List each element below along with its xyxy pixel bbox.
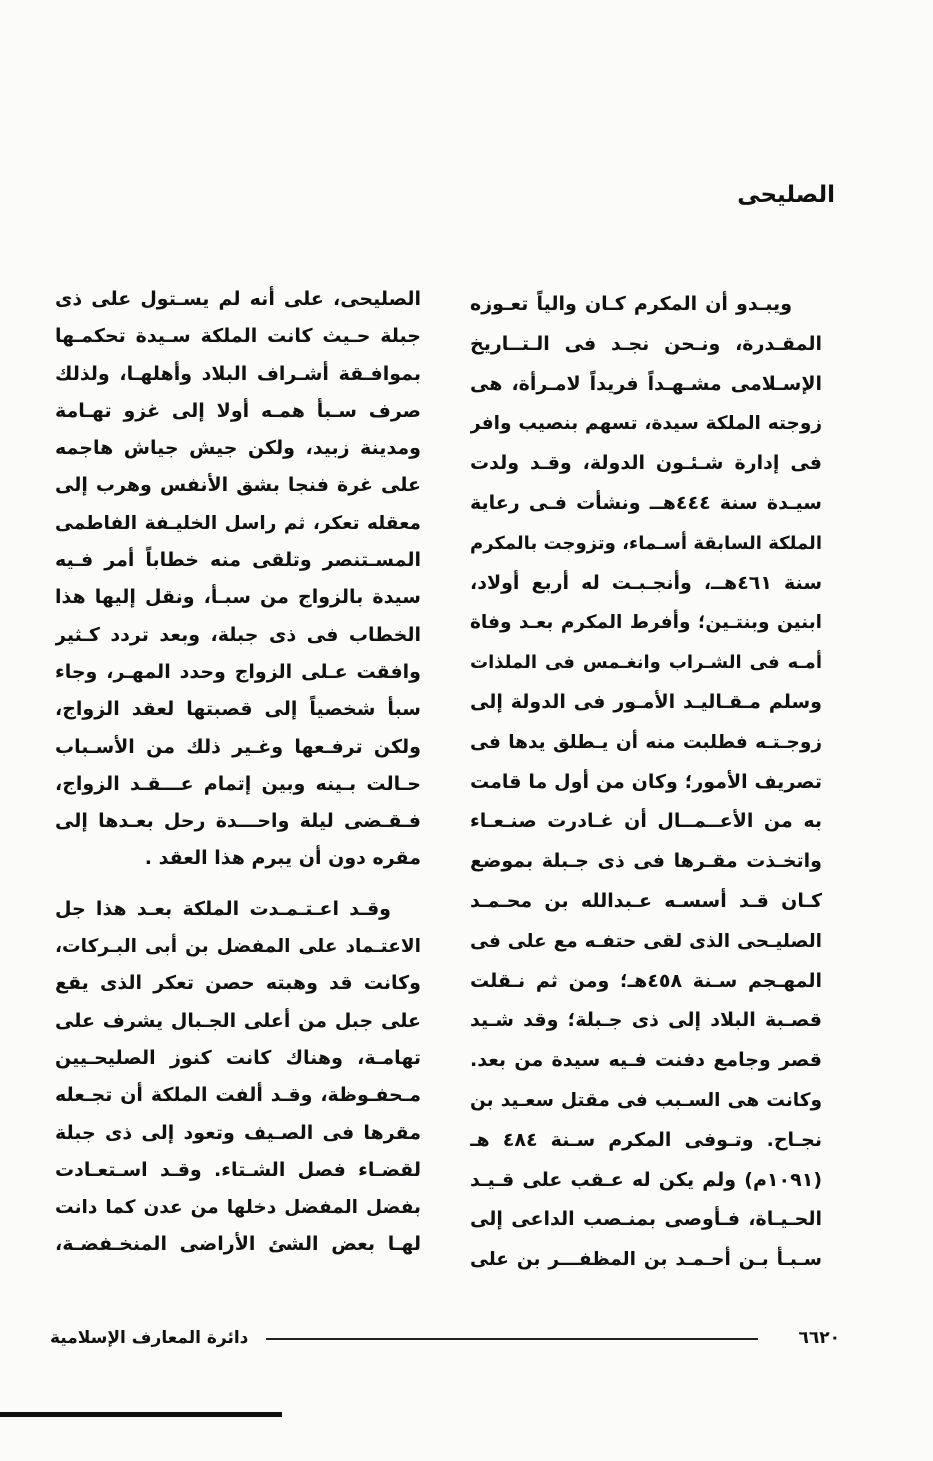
- text-line: سيـدة سنة ٤٤٤هــ ونشأت فـى رعاية: [470, 491, 822, 514]
- footer-divider: [266, 1338, 758, 1340]
- text-line: واتخـذت مقـرها فى ذى جـبلة بموضع: [470, 850, 822, 873]
- text-line: ويبـدو أن المكرم كـان والياً تعـوزه: [470, 293, 792, 315]
- text-line: وسلم مـقـاليـد الأمـور فى الدولة إلى: [470, 690, 822, 713]
- text-line: الصليـحى الذى لقى حتفـه مع على فى: [470, 930, 822, 952]
- text-line: لهـا بعض الشئ الأراضى المنخـفضـة،: [55, 1233, 421, 1256]
- text-line: الخطاب فى ذى جبلة، وبعد تردد كـثير: [55, 623, 421, 646]
- text-line: الحـيـاة، فـأوصى بمنـصب الداعى إلى: [470, 1208, 822, 1231]
- text-line: سيدة بالزواج من سبـأ، ونقل إليها هذا: [55, 586, 421, 609]
- text-line: بفضل المفضل دخلها من عدن كما دانت: [55, 1197, 421, 1219]
- text-line: نجـاح. وتـوفى المكرم سـنة ٤٨٤ هـ: [470, 1128, 822, 1151]
- paragraph: [55, 281, 421, 878]
- text-line: حـالت بـينه وبين إتمام عـــقـد الزواج،: [55, 772, 421, 795]
- text-line: على جبل من أعلى الجـبال يشرف على: [55, 1009, 421, 1032]
- text-line: ولكن ترفـعها وغـير ذلك من الأسـباب: [55, 735, 421, 758]
- text-line: سـبـأ بـن أحـمـد بن المظفـــر بن على: [470, 1249, 822, 1271]
- text-line: لقضـاء فصل الشـتاء. وقـد اسـتعـادت: [55, 1158, 421, 1181]
- text-line: تصريف الأمور؛ وكان من أول ما قامت: [470, 770, 822, 793]
- text-line: به من الأعــمــال أن غـادرت صنـعـاء: [470, 810, 822, 833]
- text-line: أمـه فى الشـراب وانغـمس فى الملذات: [470, 652, 822, 674]
- text-line: جبلة حـيث كانت الملكة سـيدة تحكمـها: [55, 325, 421, 348]
- text-line: زوجـتـه فطلبت منه أن يـطلق يدها فى: [470, 731, 822, 753]
- text-line: مقرها فى الصـيف وتعود إلى ذى جبلة: [55, 1121, 421, 1144]
- text-line: المسـتنصر وتلقى منه خطاباً أمر فـيه: [55, 549, 421, 572]
- text-line: كـان قـد أسسـه عـبدالله بن محـمـد: [470, 889, 822, 912]
- text-line: قصـبة البلاد إلى ذى جـبلة؛ وقد شـيد: [470, 1009, 822, 1032]
- text-line: تهامـة، وهناك كانت كنوز الصليحـيين: [55, 1046, 421, 1069]
- text-line: ومدينة زبيد، ولكن جيش جياش هاجمه: [55, 437, 421, 460]
- text-line: سبأ شخصياً إلى قصبتها لعقد الزواج،: [55, 698, 421, 721]
- text-line: وكانت قد وهبته حصن تعكر الذى يقع: [55, 972, 421, 995]
- text-line: معقله تعكر، ثم راسل الخليـفة الفاطمى: [55, 512, 421, 534]
- running-title: الصليحى: [737, 182, 835, 208]
- text-line: على غرة فنجا بشق الأنفس وهرب إلى: [55, 474, 421, 497]
- text-line: بموافـقة أشـراف البلاد وأهلهـا، ولذلك: [55, 362, 421, 385]
- text-line: الملكة السابقة أسـماء، وتزوجت بالمكرم: [470, 532, 822, 554]
- text-line: سنة ٤٦١هــ، وأنجـبـت له أربع أولاد،: [470, 571, 822, 594]
- scan-edge-mark: [0, 1412, 282, 1417]
- text-line: مـحفـوظة، وقـد ألفت الملكة أن تجـعله: [55, 1084, 421, 1107]
- text-line: وافقت عـلى الزواج وحدد المهـر، وجاء: [55, 660, 421, 683]
- footer-publication-title: دائرة المعارف الإسلامية: [50, 1328, 249, 1348]
- text-line: وقـد اعـتـمـدت الملكة بعـد هذا جل: [55, 897, 391, 920]
- text-line: وكانت هى السـبب فى مقتل سعـيد بن: [470, 1089, 822, 1111]
- text-line: (١٠٩١م) ولم يكن له عـقب على قـيـد: [470, 1168, 822, 1191]
- paragraph: [55, 891, 421, 1264]
- right-column: [470, 285, 822, 1280]
- paragraph: [470, 285, 822, 1280]
- text-line: الاعتـماد على المفضل بن أبى البـركات،: [55, 936, 421, 958]
- page-number: ٦٦٢٠: [798, 1328, 840, 1348]
- text-line: فى إدارة شـئـون الدولة، وقـد ولدت: [470, 452, 822, 475]
- text-line: المقـدرة، ونـحن نجـد فى الـتــاريخ: [470, 332, 822, 355]
- text-line: ابنين وبنتـين؛ وأفرط المكرم بعـد وفاة: [470, 612, 822, 634]
- text-line: قصر وجامع دفنت فـيه سيدة من بعد.: [470, 1049, 822, 1072]
- text-line: صرف سـبأ همـه أولا إلى غزو تهـامة: [55, 399, 421, 422]
- text-line: زوجته الملكة سيدة، تسهم بنصيب وافر: [470, 413, 822, 435]
- text-line: الإسـلامى مشـهـداً فريداً لامـرأة، هى: [470, 372, 822, 395]
- text-line: مقره دون أن يبرم هذا العقد .: [144, 847, 421, 870]
- left-column: [55, 281, 421, 1264]
- text-line: فـقـضى ليلة واحـــدة رحل بعـدها إلى: [55, 810, 421, 833]
- text-line: المهـجم سـنة ٤٥٨هـ؛ ومن ثم نـقلت: [470, 969, 822, 992]
- text-line: الصليحى، على أنه لم يسـتول على ذى: [55, 288, 421, 310]
